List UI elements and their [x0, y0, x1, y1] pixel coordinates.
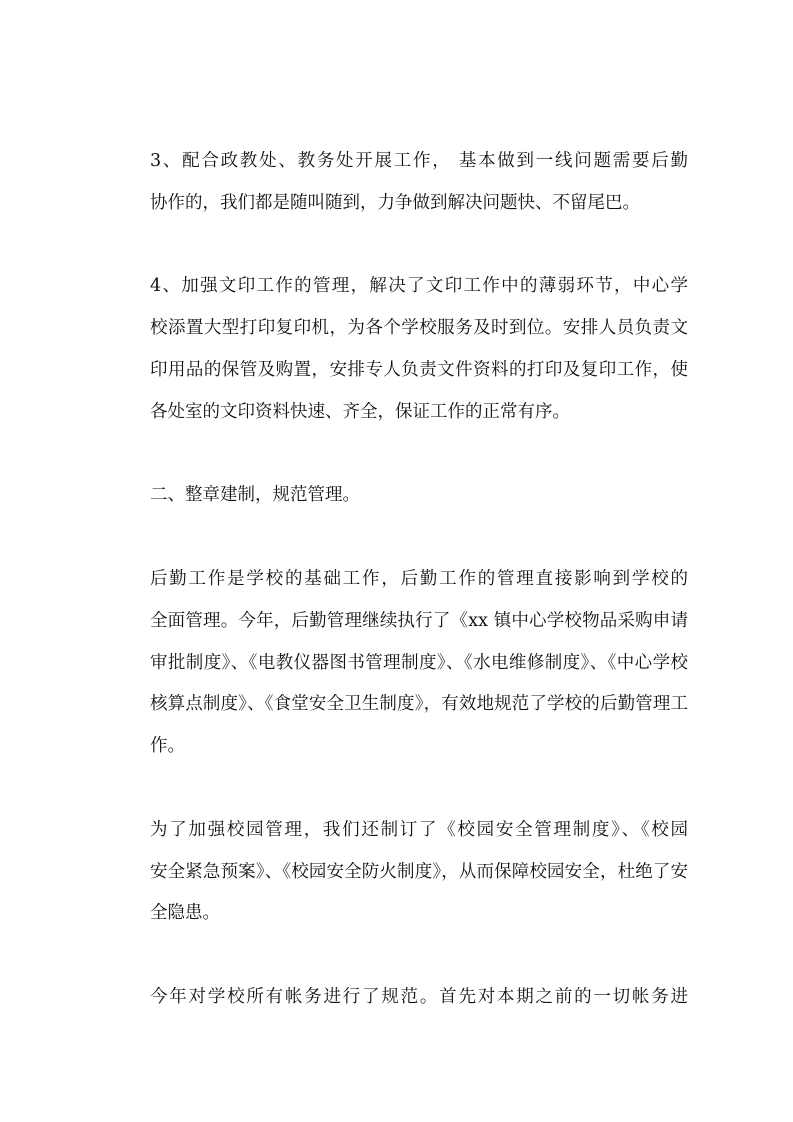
paragraph-3	[114, 559, 688, 768]
paragraph-3-line-1: 后勤工作是学校的基础工作，后勤工作的管理直接影响到学校的	[150, 568, 688, 589]
paragraph-3-line-4: 核算点制度》、《食堂安全卫生制度》，有效地规范了学校的后勤管理工	[150, 694, 688, 715]
paragraph-3-line-3: 审批制度》、《电教仪器图书管理制度》、《水电维修制度》、《中心学校	[150, 652, 688, 673]
section-heading-text: 二、整章建制，规范管理。	[150, 485, 360, 506]
paragraph-1	[114, 141, 688, 225]
paragraph-gap	[114, 225, 688, 267]
paragraph-2-line-3: 印用品的保管及购置，安排专人负责文件资料的打印及复印工作，使	[150, 359, 688, 380]
paragraph-5	[114, 977, 688, 1019]
paragraph-gap	[114, 768, 688, 810]
paragraph-4-line-1: 为了加强校园管理，我们还制订了《校园安全管理制度》、《校园	[150, 819, 688, 840]
paragraph-4-line-2: 安全紧急预案》、《校园安全防火制度》，从而保障校园安全，杜绝了安	[150, 861, 688, 882]
paragraph-3-line-2: 全面管理。今年，后勤管理继续执行了《xx 镇中心学校物品采购申请	[150, 610, 688, 631]
paragraph-2-line-4: 各处室的文印资料快速、齐全，保证工作的正常有序。	[150, 401, 570, 422]
paragraph-4	[114, 810, 688, 935]
paragraph-gap	[114, 434, 688, 476]
document-body	[114, 141, 688, 1019]
paragraph-4-line-3: 全隐患。	[150, 903, 220, 924]
paragraph-2-line-2: 校添置大型打印复印机，为各个学校服务及时到位。安排人员负责文	[150, 318, 688, 339]
paragraph-2-line-1: 4、加强文印工作的管理，解决了文印工作中的薄弱环节，中心学	[150, 276, 688, 297]
paragraph-1-line-1: 3、配合政教处、教务处开展工作， 基本做到一线问题需要后勤	[150, 151, 688, 171]
paragraph-3-line-5: 作。	[150, 736, 185, 757]
paragraph-1-line-2: 协作的，我们都是随叫随到，力争做到解决问题快、不留尾巴。	[150, 192, 640, 213]
paragraph-gap	[114, 517, 688, 559]
paragraph-gap	[114, 935, 688, 977]
section-heading	[114, 475, 688, 517]
paragraph-5-line-1: 今年对学校所有帐务进行了规范。首先对本期之前的一切帐务进	[150, 986, 688, 1007]
paragraph-2	[114, 266, 688, 433]
